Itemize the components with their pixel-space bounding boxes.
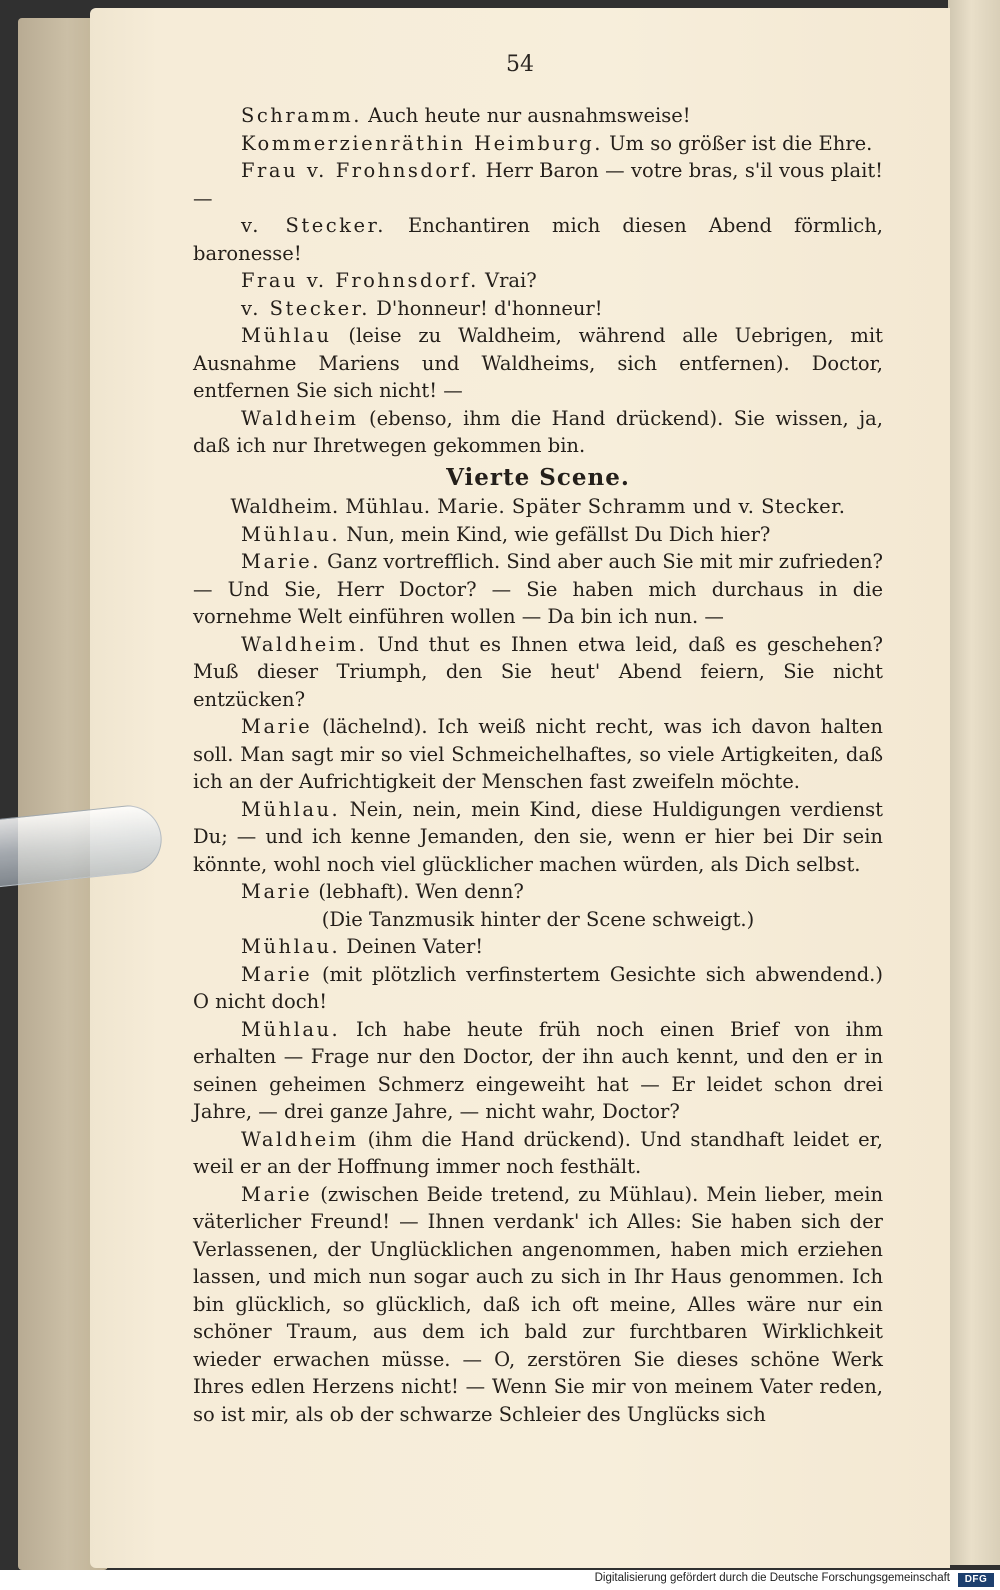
dialogue-line [193, 961, 883, 1016]
speaker: Mühlau. [241, 797, 341, 821]
line-text: (ihm die Hand drückend). Und standhaft leidet er, weil er an der Hoffnung immer noch festhält. [193, 1127, 884, 1178]
dialogue-line [193, 1126, 883, 1181]
book-page [90, 8, 950, 1568]
dialogue-line [193, 796, 883, 879]
line-text: Deinen Vater! [346, 935, 484, 958]
facing-page-edge [948, 0, 1000, 1565]
dialogue-line [193, 933, 883, 961]
line-text: Um so größer ist die Ehre. [609, 131, 873, 155]
line-text: Herr Baron — votre bras, s'il vous plait! — [193, 159, 883, 210]
scene-heading: Vierte Scene. [446, 463, 630, 491]
speaker: Mühlau. [241, 522, 341, 546]
line-text: (lächelnd). Ich weiß nicht recht, was ich davon halten soll. Man sagt mir so viel Schmeichelhaftes, so viele Artigkeiten, daß ich an der Aufrichtigkeit der Menschen fast zweifeln möchte. [193, 715, 883, 793]
dialogue-line [193, 521, 883, 549]
speaker: Marie [241, 715, 313, 738]
footer-bar [0, 1570, 1000, 1590]
dialogue-line [193, 130, 883, 158]
line-text: Vrai? [485, 269, 537, 292]
line-text: (ebenso, ihm die Hand drückend). Sie wissen, ja, daß ich nur Ihretwegen gekommen bin. [193, 406, 883, 457]
line-text: Und thut es Ihnen etwa leid, daß es geschehen? Muß dieser Triumph, den Sie heut' Abend feiern, Sie nicht entzücken? [193, 632, 883, 711]
dialogue-line [193, 631, 883, 714]
speaker: Marie [241, 1182, 313, 1206]
dialogue-line [193, 1016, 883, 1126]
dialogue-line [193, 212, 883, 267]
speaker: Mühlau. [241, 1017, 341, 1041]
dialogue-line [193, 713, 883, 796]
stage-direction: (Die Tanzmusik hinter der Scene schweigt.) [321, 907, 755, 931]
speaker: v. Stecker. [241, 296, 370, 320]
cast-list: Waldheim. Mühlau. Marie. Später Schramm und v. Stecker. [230, 495, 846, 518]
speaker: v. Stecker. [241, 214, 386, 237]
speaker: Marie [241, 880, 313, 903]
speaker: Waldheim. [241, 632, 368, 656]
line-text: Auch heute nur ausnahmsweise! [368, 104, 691, 127]
speaker: Waldheim [241, 1127, 359, 1151]
speaker: Frau v. Frohnsdorf. [241, 269, 479, 292]
speaker: Waldheim [241, 406, 359, 430]
dialogue-line [193, 157, 883, 212]
line-text: Ich habe heute früh noch einen Brief von ihm erhalten — Frage nur den Doctor, der ihn auch kennt, und den er in seinen geheimen Schmerz eingeweiht hat — Er leidet schon drei Jahre, — drei ganze Jahre, — nicht wahr, Doctor? [193, 1017, 883, 1123]
page-number: 54 [506, 52, 534, 77]
footer-credit: Digitalisierung gefördert durch die Deutsche Forschungsgemeinschaft [594, 1572, 950, 1584]
speaker: Schramm. [241, 104, 362, 127]
dialogue-line [193, 405, 883, 460]
dialogue-line [193, 878, 883, 906]
speaker: Kommerzienräthin Heimburg. [241, 131, 603, 155]
line-text: (lebhaft). Wen denn? [318, 880, 524, 903]
speaker: Marie [241, 962, 313, 986]
line-text: (zwischen Beide tretend, zu Mühlau). Mein lieber, mein väterlicher Freund! — Ihnen verdank' ich Alles: Sie haben sich der Verlassenen, der Unglücklichen angenommen, haben mich erziehen lassen, und mich nun sogar auch zu sich in Ihr Haus genommen. Ich bin glücklich, so glücklich, daß ich oft meine, Alles wäre nur ein schöner Traum, aus dem ich bald zur furchtbaren Wirklichkeit wieder erwachen müsse. — O, zerstören Sie dieses schöne Werk Ihres edlen Herzens nicht! — Wenn Sie mir von meinem Vater reden, so ist mir, als ob der schwarze Schleier des Unglücks sich [193, 1182, 884, 1426]
dialogue-line [193, 1181, 883, 1429]
dialogue-line [193, 322, 883, 405]
page-text [193, 102, 883, 1428]
speaker: Mühlau [241, 324, 332, 347]
line-text: Enchantiren mich diesen Abend förmlich, baronesse! [193, 214, 883, 265]
line-text: D'honneur! d'honneur! [376, 296, 603, 320]
dialogue-line [193, 548, 883, 631]
dialogue-line [193, 267, 883, 295]
dialogue-line [193, 295, 883, 323]
speaker: Frau v. Frohnsdorf. [241, 159, 480, 182]
line-text: (leise zu Waldheim, während alle Uebrigen, mit Ausnahme Mariens und Waldheims, sich entfernen). Doctor, entfernen Sie sich nicht! — [193, 324, 883, 402]
line-text: Nun, mein Kind, wie gefällst Du Dich hier? [346, 522, 771, 546]
line-text: (mit plötzlich verfinstertem Gesichte sich abwendend.) O nicht doch! [193, 962, 883, 1013]
line-text: Nein, nein, mein Kind, diese Huldigungen verdienst Du; — und ich kenne Jemanden, den sie, wenn er hier bei Dir sein könnte, wohl noch viel glücklicher machen würden, als Dich selbst. [193, 797, 883, 876]
dialogue-line [193, 102, 883, 130]
speaker: Mühlau. [241, 935, 341, 958]
speaker: Marie. [241, 550, 321, 573]
dfg-logo: DFG [958, 1573, 994, 1587]
line-text: Ganz vortrefflich. Sind aber auch Sie mit mir zufrieden? — Und Sie, Herr Doctor? — Sie haben mich durchaus in die vornehme Welt einführen wollen — Da bin ich nun. — [193, 550, 883, 628]
